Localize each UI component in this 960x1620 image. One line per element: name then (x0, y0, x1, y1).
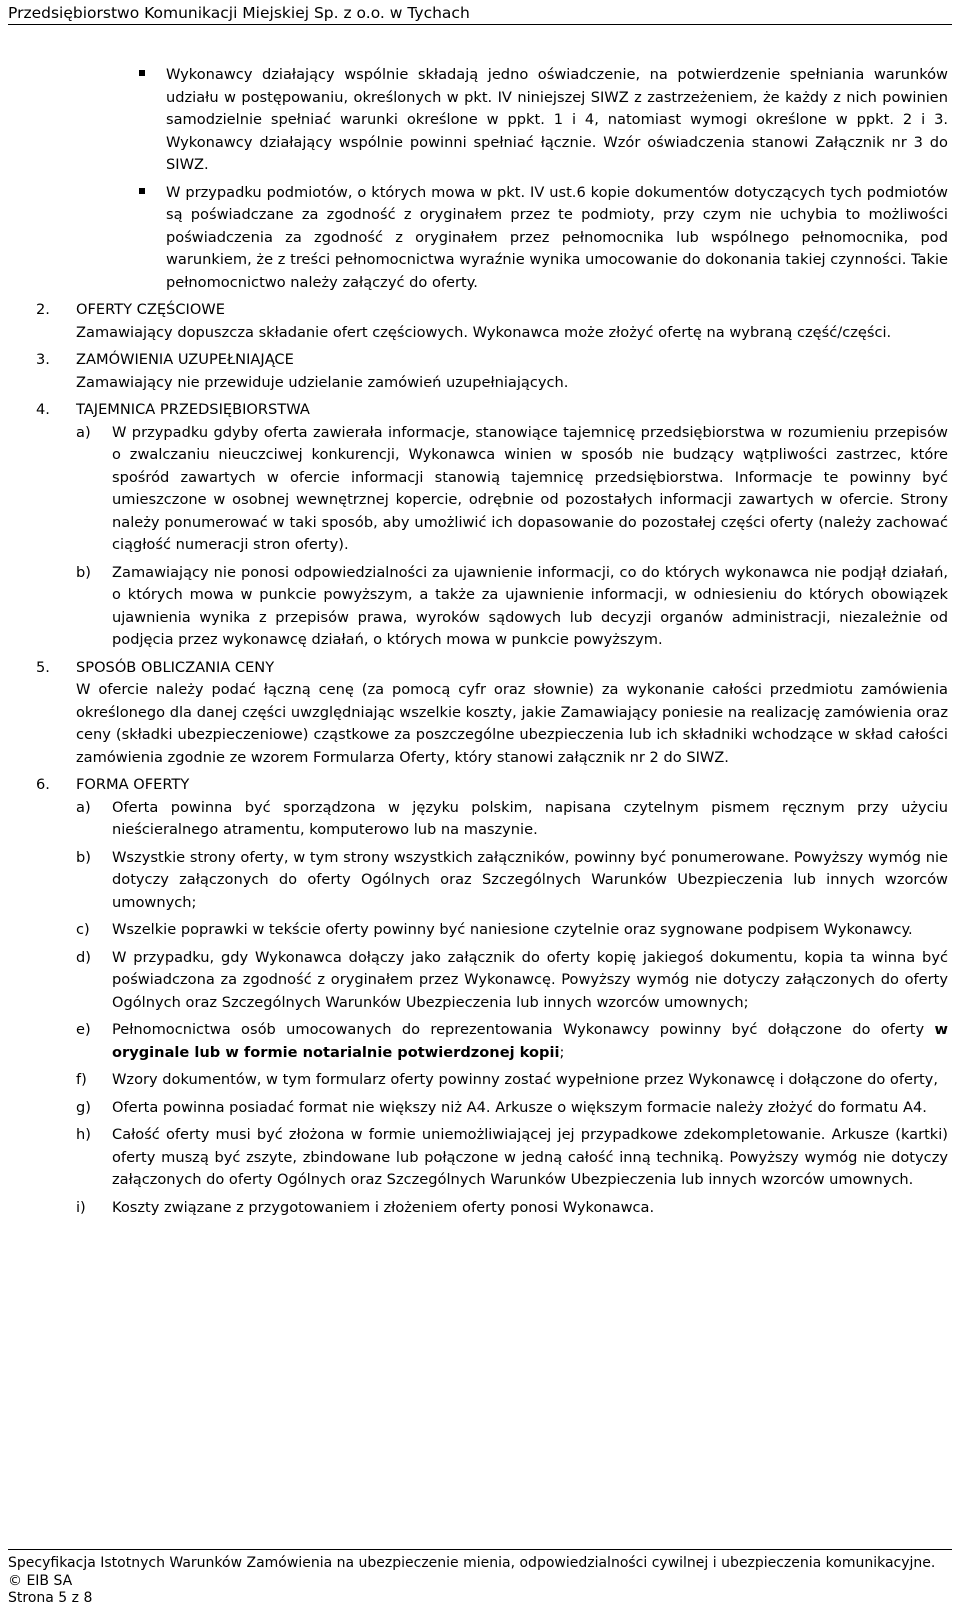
list-letter: h) (76, 1126, 91, 1143)
section-body: Zamawiający nie przewiduje udzielanie zamówień uzupełniających. (76, 373, 569, 391)
footer-copyright: © EIB SA (8, 1572, 73, 1589)
list-text: Koszty związane z przygotowaniem i złożeniem oferty ponosi Wykonawca. (112, 1198, 655, 1216)
footer-divider (8, 1549, 952, 1550)
section-body: Zamawiający dopuszcza składanie ofert częściowych. Wykonawca może złożyć ofertę na wybraną część/części. (76, 323, 892, 341)
list-text (112, 1019, 948, 1064)
list-text-bold: w oryginale lub w formie notarialnie potwierdzonej kopii (112, 1021, 948, 1061)
section-zamowienia-uzupelniajace (36, 349, 948, 394)
list-text: Zamawiający nie ponosi odpowiedzialności za ujawnienie informacji, co do których wykonawca nie podjął działań, o których mowa w punkcie powyższym, a także za ujawnienie informacji, w odniesieniu do których obowiązek ujawnienia wynika z przepisów prawa, wyroków sądowych lub decyzji organów administracji, niezależnie od podjęcia przez wykonawcę działań, o których mowa w punkcie powyższym. (112, 563, 948, 648)
list-letter: a) (76, 423, 91, 441)
section-sposob-obliczania-ceny (36, 657, 948, 770)
list-item (76, 1019, 948, 1064)
bullet-text: Wykonawcy działający wspólnie składają jedno oświadczenie, na potwierdzenie spełniania warunków udziału w postępowaniu, określonych w pkt. IV niniejszej SIWZ z zastrzeżeniem, że każdy z nich powinien samodzielnie spełniać warunki określone w ppkt. 1 i 4, natomiast wymogi określone w ppkt. 2 i 3. Wykonawcy działający wspólnie powinni spełniać łącznie. Wzór oświadczenia stanowi Załącznik nr 3 do SIWZ. (166, 66, 948, 173)
list-text-part: Pełnomocnictwa osób umocowanych do reprezentowania Wykonawcy powinny być dołączone do oferty (112, 1021, 935, 1038)
list-item (76, 562, 948, 652)
list-text: W przypadku, gdy Wykonawca dołączy jako załącznik do oferty kopię jakiegoś dokumentu, kopia ta winna być poświadczona za zgodność z oryginałem przez Wykonawcę. Powyższy wymóg nie dotyczy załączonych do oferty Ogólnych oraz Szczególnych Warunków Ubezpieczenia lub innych wzorców umownych; (112, 948, 948, 1011)
list-item (76, 919, 948, 942)
list-item (76, 1097, 948, 1120)
bullet-item (40, 182, 948, 295)
list-letter: c) (76, 921, 90, 938)
section-number: 6. (36, 776, 50, 793)
list-text: Oferta powinna posiadać format nie większy niż A4. Arkusze o większym formacie należy złożyć do formatu A4. (112, 1098, 927, 1116)
section-number: 3. (36, 351, 50, 368)
list-item (76, 1124, 948, 1192)
list-letter: g) (76, 1098, 91, 1116)
bullet-item (40, 64, 948, 177)
list-item (76, 422, 948, 557)
list-text: Wzory dokumentów, w tym formularz oferty powinny zostać wypełnione przez Wykonawcę i dołączone do oferty, (112, 1071, 938, 1088)
section-title: FORMA OFERTY (76, 776, 190, 793)
square-bullet-icon (139, 188, 145, 194)
section-body: W ofercie należy podać łączną cenę (za pomocą cyfr oraz słownie) za wykonanie całości przedmiotu zamówienia określonego dla danej części uwzględniając wszelkie koszty, jakie Zamawiający poniesie na realizację zamówienia oraz ceny (składki ubezpieczeniowe) cząstkowe za poszczególne ubezpieczenia lub ich składniki wchodzące w skład całości zamówienia zgodnie ze wzorem Formularza Oferty, który stanowi załącznik nr 2 do SIWZ. (76, 681, 948, 766)
list-text-part: ; (559, 1043, 565, 1061)
section-title: TAJEMNICA PRZEDSIĘBIORSTWA (76, 401, 310, 418)
section-title: OFERTY CZĘŚCIOWE (76, 301, 225, 318)
list-text: W przypadku gdyby oferta zawierała informacje, stanowiące tajemnicę przedsiębiorstwa w rozumieniu przepisów o zwalczaniu nieuczciwej konkurencji, Wykonawca winien w sposób nie budzący wątpliwości zastrzec, które spośród zawartych w ofercie informacji stanowią tajemnicę przedsiębiorstwa. Informacje te powinny być umieszczone w osobnej wewnętrznej kopercie, odrębnie od pozostałych informacji zawartych w ofercie. Strony należy ponumerować w taki sposób, aby umożliwić ich dopasowanie do pozostałej części oferty (należy zachować ciągłość numeracji stron oferty). (112, 423, 948, 553)
document-body (36, 64, 948, 1224)
section-number: 5. (36, 658, 50, 676)
list-item (76, 947, 948, 1015)
page-footer (8, 1555, 952, 1608)
list-letter: a) (76, 798, 91, 816)
footer-page-number: Strona 5 z 8 (8, 1590, 93, 1606)
section-tajemnica-przedsiebiorstwa (36, 399, 948, 652)
list-text: Oferta powinna być sporządzona w języku polskim, napisana czytelnym pismem ręcznym przy użyciu nieścieralnego atramentu, komputerowo lub na maszynie. (112, 798, 948, 838)
list-item (76, 1069, 948, 1092)
bullet-text: W przypadku podmiotów, o których mowa w pkt. IV ust.6 kopie dokumentów dotyczących tych podmiotów są poświadczane za zgodność z oryginałem przez te podmioty, przy czym nie uchybia to możliwości poświadczenia za zgodność z oryginałem przez pełnomocnika lub wspólnego pełnomocnika, pod warunkiem, że z treści pełnomocnictwa wyraźnie wynika umocowanie do dokonania takiej czynności. Takie pełnomocnictwo należy załączyć do oferty. (166, 183, 948, 291)
footer-document-title: Specyfikacja Istotnych Warunków Zamówienia na ubezpieczenie mienia, odpowiedzialności cywilnej i ubezpieczenia komunikacyjne. (8, 1555, 936, 1571)
section-number: 2. (36, 301, 50, 318)
section-number: 4. (36, 401, 50, 418)
list-item (76, 797, 948, 842)
list-letter: e) (76, 1021, 91, 1038)
list-item (76, 847, 948, 915)
section-forma-oferty (36, 774, 948, 1219)
page-header (8, 4, 952, 25)
list-letter: f) (76, 1071, 87, 1088)
section-oferty-czesciowe (36, 299, 948, 344)
section-title: ZAMÓWIENIA UZUPEŁNIAJĄCE (76, 351, 294, 368)
list-letter: b) (76, 563, 91, 581)
list-letter: d) (76, 948, 91, 966)
list-text: Wszelkie poprawki w tekście oferty powinny być naniesione czytelnie oraz sygnowane podpisem Wykonawcy. (112, 921, 913, 938)
list-letter: b) (76, 848, 91, 866)
list-letter: i) (76, 1198, 86, 1216)
list-text: Wszystkie strony oferty, w tym strony wszystkich załączników, powinny być ponumerowane. Powyższy wymóg nie dotyczy załączonych do oferty Ogólnych oraz Szczególnych Warunków Ubezpieczenia lub innych wzorców umownych; (112, 848, 948, 911)
section-title: SPOSÓB OBLICZANIA CENY (76, 658, 275, 676)
square-bullet-icon (139, 70, 145, 76)
list-text: Całość oferty musi być złożona w formie uniemożliwiającej jej przypadkowe zdekompletowanie. Arkusze (kartki) oferty muszą być zszyte, zbindowane lub połączone w jedną całość inną techniką. Powyższy wymóg nie dotyczy załączonych do oferty Ogólnych oraz Szczególnych Warunków Ubezpieczenia lub innych wzorców umownych. (112, 1126, 948, 1188)
header-title: Przedsiębiorstwo Komunikacji Miejskiej Sp. z o.o. w Tychach (8, 4, 470, 22)
list-item (76, 1197, 948, 1220)
